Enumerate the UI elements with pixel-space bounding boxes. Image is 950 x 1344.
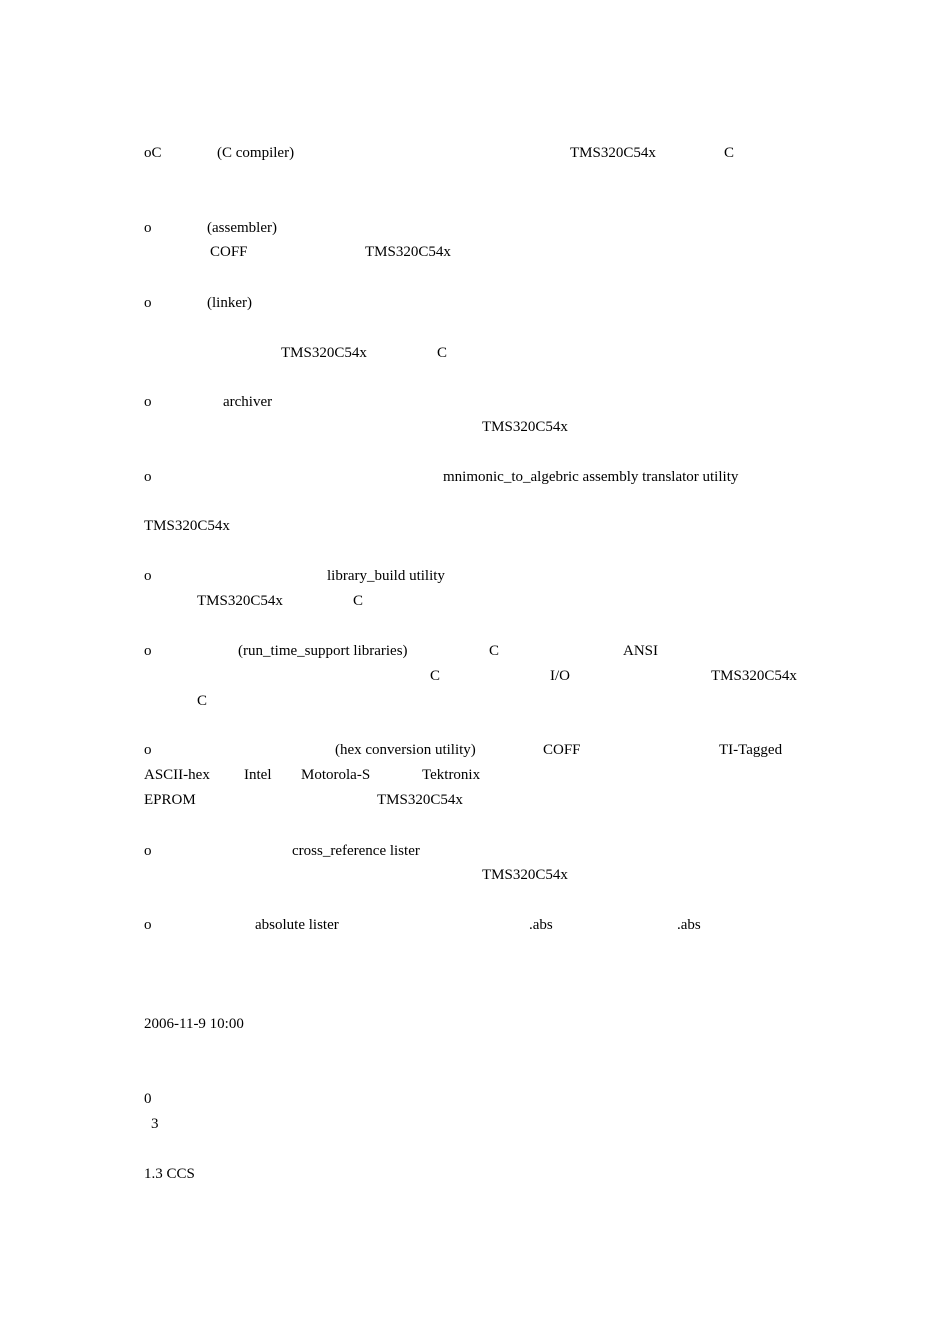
abs-name: absolute lister <box>255 917 339 933</box>
library-build-bullet: o <box>144 568 152 584</box>
rts-lang-1: C <box>489 643 500 659</box>
translator-name: mnimonic_to_algebric assembly translator utility <box>443 469 739 485</box>
rts-name: (run_time_support libraries) <box>238 643 408 659</box>
library-build-device: TMS320C54x <box>197 593 283 609</box>
count-a: 0 <box>144 1091 152 1107</box>
xref-name: cross_reference lister <box>292 843 420 859</box>
library-build-name: library_build utility <box>327 568 445 584</box>
hex-eprom: EPROM <box>144 792 196 808</box>
linker-device: TMS320C54x <box>281 345 367 361</box>
post-timestamp: 2006-11-9 10:00 <box>144 1016 244 1032</box>
library-build-lang: C <box>353 593 364 609</box>
hex-format-ti: TI-Tagged <box>719 742 783 758</box>
rts-io: I/O <box>550 668 570 684</box>
hex-format-motorola: Motorola-S <box>301 767 371 783</box>
xref-bullet: o <box>144 843 152 859</box>
hex-name: (hex conversion utility) <box>335 742 476 758</box>
assembler-name: (assembler) <box>207 220 277 236</box>
assembler-device: TMS320C54x <box>365 244 451 260</box>
c-compiler-lang: C <box>724 145 735 161</box>
count-b: 3 <box>151 1116 159 1132</box>
translator-device: TMS320C54x <box>144 518 230 534</box>
archiver-name: archiver <box>223 394 273 410</box>
rts-bullet: o <box>144 643 152 659</box>
abs-bullet: o <box>144 917 152 933</box>
rts-lang-3: C <box>197 693 208 709</box>
linker-bullet: o <box>144 295 152 311</box>
archiver-bullet: o <box>144 394 152 410</box>
c-compiler-name: (C compiler) <box>217 145 295 161</box>
hex-format-tektronix: Tektronix <box>422 767 481 783</box>
rts-lang-2: C <box>430 668 441 684</box>
archiver-device: TMS320C54x <box>482 419 568 435</box>
c-compiler-device: TMS320C54x <box>570 145 656 161</box>
section-heading: 1.3 CCS <box>144 1166 195 1182</box>
c-compiler-bullet: oC <box>144 145 162 161</box>
translator-bullet: o <box>144 469 152 485</box>
hex-bullet: o <box>144 742 152 758</box>
abs-ext-2: .abs <box>677 917 701 933</box>
xref-device: TMS320C54x <box>482 867 568 883</box>
rts-std: ANSI <box>623 643 659 659</box>
abs-ext-1: .abs <box>529 917 553 933</box>
assembler-format: COFF <box>210 244 248 260</box>
hex-format-intel: Intel <box>244 767 272 783</box>
hex-device: TMS320C54x <box>377 792 463 808</box>
hex-format-ascii: ASCII-hex <box>144 767 210 783</box>
assembler-bullet: o <box>144 220 152 236</box>
linker-lang: C <box>437 345 448 361</box>
hex-format: COFF <box>543 742 581 758</box>
rts-device: TMS320C54x <box>711 668 797 684</box>
linker-name: (linker) <box>207 295 252 311</box>
